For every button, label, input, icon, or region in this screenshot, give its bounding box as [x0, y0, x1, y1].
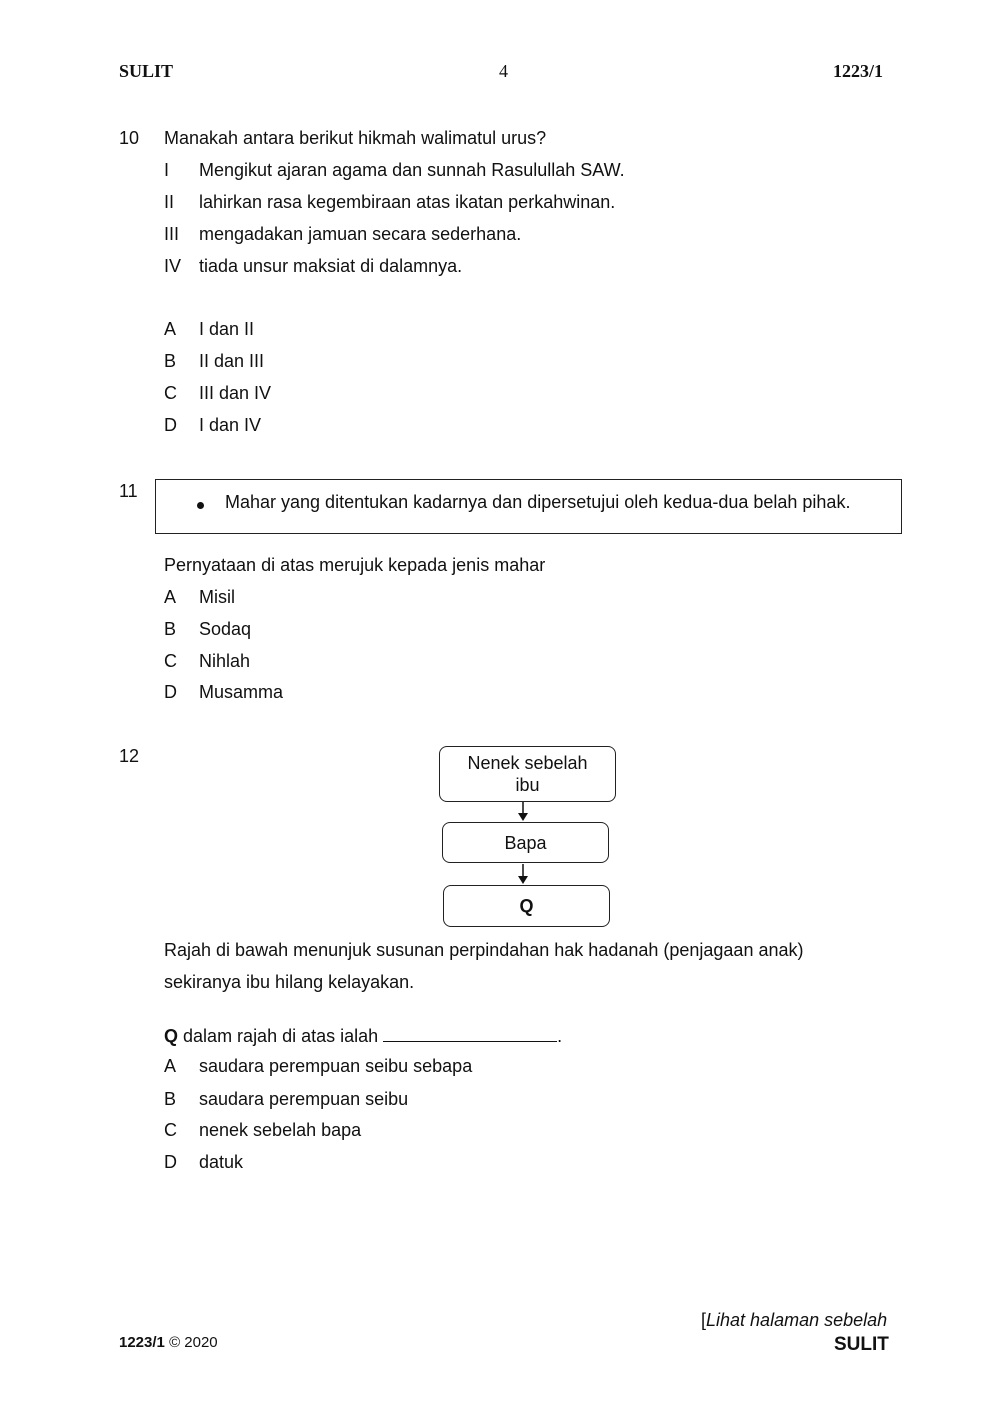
- option-letter: C: [164, 651, 177, 671]
- statement-box-text: Mahar yang ditentukan kadarnya dan dipersetujui oleh kedua-dua belah pihak.: [225, 492, 851, 512]
- page-number: 4: [499, 61, 508, 81]
- question-text-line-1: Rajah di bawah menunjuk susunan perpindahan hak hadanah (penjagaan anak): [164, 940, 804, 960]
- statement-roman: III: [164, 224, 180, 244]
- option-text: I dan II: [199, 319, 255, 339]
- header-paper-code: 1223/1: [833, 61, 884, 81]
- stem-text: dalam rajah di atas ialah: [183, 1026, 379, 1046]
- footer-sulit: SULIT: [834, 1334, 889, 1355]
- option-text: II dan III: [199, 351, 265, 371]
- option-letter: A: [164, 319, 177, 339]
- flow-box-label: Q: [519, 896, 534, 916]
- option-letter: B: [164, 1089, 177, 1109]
- flow-box-nenek-sebelah-ibu: [439, 746, 616, 802]
- footer-next-page: [701, 1310, 887, 1331]
- option-letter: A: [164, 1056, 177, 1076]
- option-letter: A: [164, 587, 177, 607]
- statement-roman: II: [164, 192, 175, 212]
- arrow-down-icon: [515, 864, 531, 885]
- option-text: Misil: [199, 587, 235, 607]
- footer-next-page-text: Lihat halaman sebelah: [706, 1310, 888, 1330]
- option-text: I dan IV: [199, 415, 262, 435]
- option-letter: C: [164, 1120, 177, 1140]
- statement-roman: I: [164, 160, 170, 180]
- option-letter: D: [164, 415, 177, 435]
- footer-bracket: [: [701, 1310, 707, 1330]
- statement-roman: IV: [164, 256, 182, 276]
- statement-text: lahirkan rasa kegembiraan atas ikatan perkahwinan.: [199, 192, 616, 212]
- question-number: 11: [119, 481, 138, 501]
- option-text: Musamma: [199, 682, 284, 702]
- arrow-down-icon: [515, 802, 531, 822]
- footer-copyright: © 2020: [169, 1334, 218, 1351]
- answer-blank: [383, 1025, 557, 1042]
- option-text: nenek sebelah bapa: [199, 1120, 362, 1140]
- flow-box-bapa: [442, 822, 609, 863]
- question-text: Manakah antara berikut hikmah walimatul urus?: [164, 128, 547, 148]
- option-text: saudara perempuan seibu sebapa: [199, 1056, 473, 1076]
- statement-box: [155, 479, 902, 534]
- stem-end: .: [557, 1026, 563, 1046]
- question-number: 12: [119, 746, 140, 766]
- stem-label-q: Q: [164, 1026, 179, 1046]
- question-stem: [164, 1025, 562, 1047]
- option-letter: B: [164, 351, 177, 371]
- question-number: 10: [119, 128, 140, 148]
- flow-box-label: Bapa: [504, 832, 547, 853]
- option-letter: D: [164, 1152, 177, 1172]
- option-text: saudara perempuan seibu: [199, 1089, 409, 1109]
- option-text: Sodaq: [199, 619, 252, 639]
- statement-text: mengadakan jamuan secara sederhana.: [199, 224, 522, 244]
- option-text: datuk: [199, 1152, 244, 1172]
- option-letter: D: [164, 682, 177, 702]
- header-sulit: SULIT: [119, 61, 174, 81]
- question-text: Pernyataan di atas merujuk kepada jenis mahar: [164, 555, 546, 575]
- flow-box-label: Nenek sebelah ibu: [467, 753, 588, 795]
- footer-paper-code: 1223/1: [119, 1334, 165, 1351]
- bullet-icon: [197, 502, 204, 509]
- footer-code: [119, 1334, 218, 1351]
- option-text: III dan IV: [199, 383, 272, 403]
- flow-box-q: [443, 885, 610, 927]
- option-letter: B: [164, 619, 177, 639]
- statement-text: tiada unsur maksiat di dalamnya.: [199, 256, 463, 276]
- statement-text: Mengikut ajaran agama dan sunnah Rasulullah SAW.: [199, 160, 625, 180]
- option-text: Nihlah: [199, 651, 251, 671]
- option-letter: C: [164, 383, 177, 403]
- question-text-line-2: sekiranya ibu hilang kelayakan.: [164, 972, 415, 992]
